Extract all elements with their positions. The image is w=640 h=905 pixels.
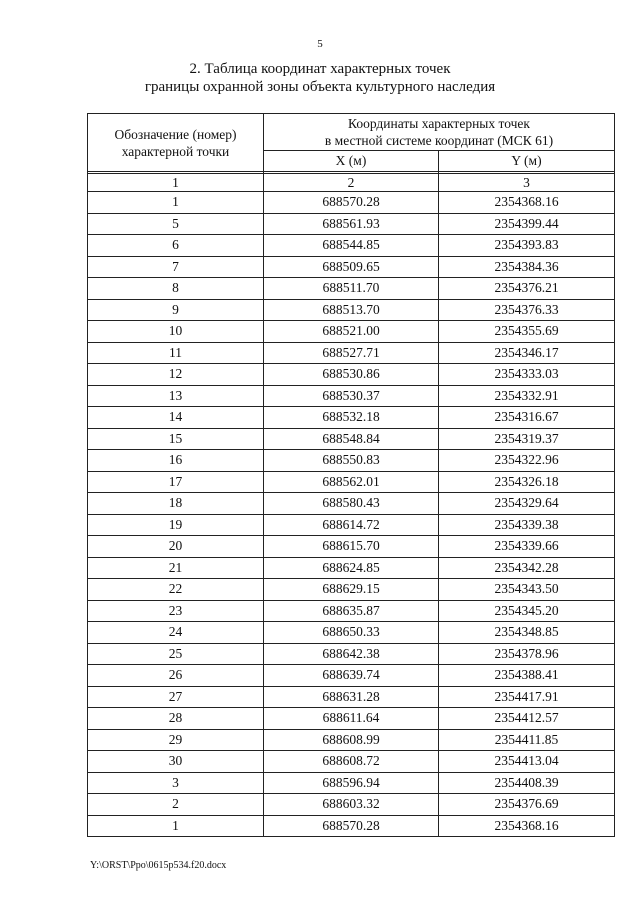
- x-coordinate-cell: 688580.43: [264, 493, 439, 515]
- x-coordinate-cell: 688608.72: [264, 751, 439, 773]
- table-row: [88, 815, 615, 837]
- table-row: [88, 385, 615, 407]
- table-row: [88, 708, 615, 730]
- y-coordinate-cell: 2354408.39: [439, 772, 615, 794]
- y-coordinate-cell: 2354355.69: [439, 321, 615, 343]
- y-coordinate-cell: 2354412.57: [439, 708, 615, 730]
- table-title-line-2: границы охранной зоны объекта культурного наследия: [144, 79, 496, 95]
- y-coordinate-cell: 2354376.69: [439, 794, 615, 816]
- table-row: [88, 342, 615, 364]
- y-coordinate-cell: 2354339.38: [439, 514, 615, 536]
- point-cell: 3: [88, 772, 264, 794]
- x-coordinate-cell: 688635.87: [264, 600, 439, 622]
- page-number: 5: [317, 38, 323, 50]
- y-coordinate-cell: 2354322.96: [439, 450, 615, 472]
- y-coordinate-cell: 2354329.64: [439, 493, 615, 515]
- table-row: [88, 235, 615, 257]
- x-coordinate-cell: 688548.84: [264, 428, 439, 450]
- table-row: [88, 407, 615, 429]
- table-row: [88, 364, 615, 386]
- point-cell: 21: [88, 557, 264, 579]
- coordinates-rows: [88, 192, 615, 837]
- table-row: [88, 622, 615, 644]
- header-coordinates-line-1: Координаты характерных точек: [348, 116, 530, 131]
- point-cell: 8: [88, 278, 264, 300]
- table-row: [88, 514, 615, 536]
- y-coordinate-cell: 2354342.28: [439, 557, 615, 579]
- x-coordinate-cell: 688550.83: [264, 450, 439, 472]
- table-title-line-1: 2. Таблица координат характерных точек: [189, 61, 451, 77]
- y-coordinate-cell: 2354384.36: [439, 256, 615, 278]
- x-coordinate-cell: 688570.28: [264, 192, 439, 214]
- x-coordinate-cell: 688509.65: [264, 256, 439, 278]
- header-coordinates-line-2: в местной системе координат (МСК 61): [324, 133, 554, 148]
- table-row: [88, 321, 615, 343]
- table-row: [88, 536, 615, 558]
- table-row: [88, 579, 615, 601]
- point-cell: 10: [88, 321, 264, 343]
- column-number: 3: [439, 174, 615, 192]
- x-coordinate-cell: 688521.00: [264, 321, 439, 343]
- point-cell: 2: [88, 794, 264, 816]
- table-row: [88, 772, 615, 794]
- table-row: [88, 643, 615, 665]
- x-coordinate-cell: 688615.70: [264, 536, 439, 558]
- point-cell: 27: [88, 686, 264, 708]
- coordinates-table: [87, 113, 615, 837]
- y-coordinate-cell: 2354417.91: [439, 686, 615, 708]
- table-row: [88, 450, 615, 472]
- x-coordinate-cell: 688544.85: [264, 235, 439, 257]
- y-coordinate-cell: 2354326.18: [439, 471, 615, 493]
- point-cell: 25: [88, 643, 264, 665]
- y-coordinate-cell: 2354399.44: [439, 213, 615, 235]
- table-row: [88, 213, 615, 235]
- header-x: X (м): [264, 151, 439, 172]
- point-cell: 16: [88, 450, 264, 472]
- header-y: Y (м): [439, 151, 615, 172]
- y-coordinate-cell: 2354378.96: [439, 643, 615, 665]
- point-cell: 19: [88, 514, 264, 536]
- x-coordinate-cell: 688561.93: [264, 213, 439, 235]
- y-coordinate-cell: 2354316.67: [439, 407, 615, 429]
- point-cell: 13: [88, 385, 264, 407]
- y-coordinate-cell: 2354333.03: [439, 364, 615, 386]
- column-number: 1: [88, 174, 264, 192]
- table-row: [88, 471, 615, 493]
- point-cell: 14: [88, 407, 264, 429]
- header-point-designation: Обозначение (номер) характерной точки: [88, 114, 264, 172]
- point-cell: 18: [88, 493, 264, 515]
- point-cell: 1: [88, 192, 264, 214]
- y-coordinate-cell: 2354413.04: [439, 751, 615, 773]
- point-cell: 26: [88, 665, 264, 687]
- y-coordinate-cell: 2354332.91: [439, 385, 615, 407]
- point-cell: 6: [88, 235, 264, 257]
- x-coordinate-cell: 688608.99: [264, 729, 439, 751]
- table-row: [88, 600, 615, 622]
- table-row: [88, 751, 615, 773]
- table-row: [88, 729, 615, 751]
- y-coordinate-cell: 2354345.20: [439, 600, 615, 622]
- x-coordinate-cell: 688624.85: [264, 557, 439, 579]
- point-cell: 9: [88, 299, 264, 321]
- y-coordinate-cell: 2354346.17: [439, 342, 615, 364]
- header-coordinates: [264, 114, 615, 151]
- y-coordinate-cell: 2354339.66: [439, 536, 615, 558]
- y-coordinate-cell: 2354376.33: [439, 299, 615, 321]
- point-cell: 20: [88, 536, 264, 558]
- x-coordinate-cell: 688596.94: [264, 772, 439, 794]
- x-coordinate-cell: 688570.28: [264, 815, 439, 837]
- x-coordinate-cell: 688639.74: [264, 665, 439, 687]
- y-coordinate-cell: 2354368.16: [439, 192, 615, 214]
- x-coordinate-cell: 688530.37: [264, 385, 439, 407]
- table-row: [88, 794, 615, 816]
- y-coordinate-cell: 2354376.21: [439, 278, 615, 300]
- point-cell: 15: [88, 428, 264, 450]
- table-row: [88, 278, 615, 300]
- column-number: 2: [264, 174, 439, 192]
- x-coordinate-cell: 688603.32: [264, 794, 439, 816]
- table-row: [88, 557, 615, 579]
- x-coordinate-cell: 688642.38: [264, 643, 439, 665]
- table-row: [88, 493, 615, 515]
- table-row: [88, 665, 615, 687]
- table-row: [88, 299, 615, 321]
- y-coordinate-cell: 2354393.83: [439, 235, 615, 257]
- x-coordinate-cell: 688511.70: [264, 278, 439, 300]
- y-coordinate-cell: 2354411.85: [439, 729, 615, 751]
- table-title: [0, 60, 640, 96]
- x-coordinate-cell: 688527.71: [264, 342, 439, 364]
- point-cell: 24: [88, 622, 264, 644]
- x-coordinate-cell: 688611.64: [264, 708, 439, 730]
- y-coordinate-cell: 2354319.37: [439, 428, 615, 450]
- file-path-footer: Y:\ORST\Ppo\0615p534.f20.docx: [90, 860, 227, 871]
- y-coordinate-cell: 2354368.16: [439, 815, 615, 837]
- point-cell: 17: [88, 471, 264, 493]
- y-coordinate-cell: 2354348.85: [439, 622, 615, 644]
- x-coordinate-cell: 688631.28: [264, 686, 439, 708]
- table-row: [88, 256, 615, 278]
- point-cell: 28: [88, 708, 264, 730]
- y-coordinate-cell: 2354343.50: [439, 579, 615, 601]
- x-coordinate-cell: 688513.70: [264, 299, 439, 321]
- table-row: [88, 428, 615, 450]
- point-cell: 22: [88, 579, 264, 601]
- point-cell: 23: [88, 600, 264, 622]
- point-cell: 1: [88, 815, 264, 837]
- x-coordinate-cell: 688562.01: [264, 471, 439, 493]
- x-coordinate-cell: 688650.33: [264, 622, 439, 644]
- y-coordinate-cell: 2354388.41: [439, 665, 615, 687]
- x-coordinate-cell: 688614.72: [264, 514, 439, 536]
- point-cell: 11: [88, 342, 264, 364]
- point-cell: 30: [88, 751, 264, 773]
- point-cell: 12: [88, 364, 264, 386]
- x-coordinate-cell: 688629.15: [264, 579, 439, 601]
- point-cell: 7: [88, 256, 264, 278]
- x-coordinate-cell: 688532.18: [264, 407, 439, 429]
- table-row: [88, 192, 615, 214]
- table-row: [88, 686, 615, 708]
- x-coordinate-cell: 688530.86: [264, 364, 439, 386]
- point-cell: 29: [88, 729, 264, 751]
- point-cell: 5: [88, 213, 264, 235]
